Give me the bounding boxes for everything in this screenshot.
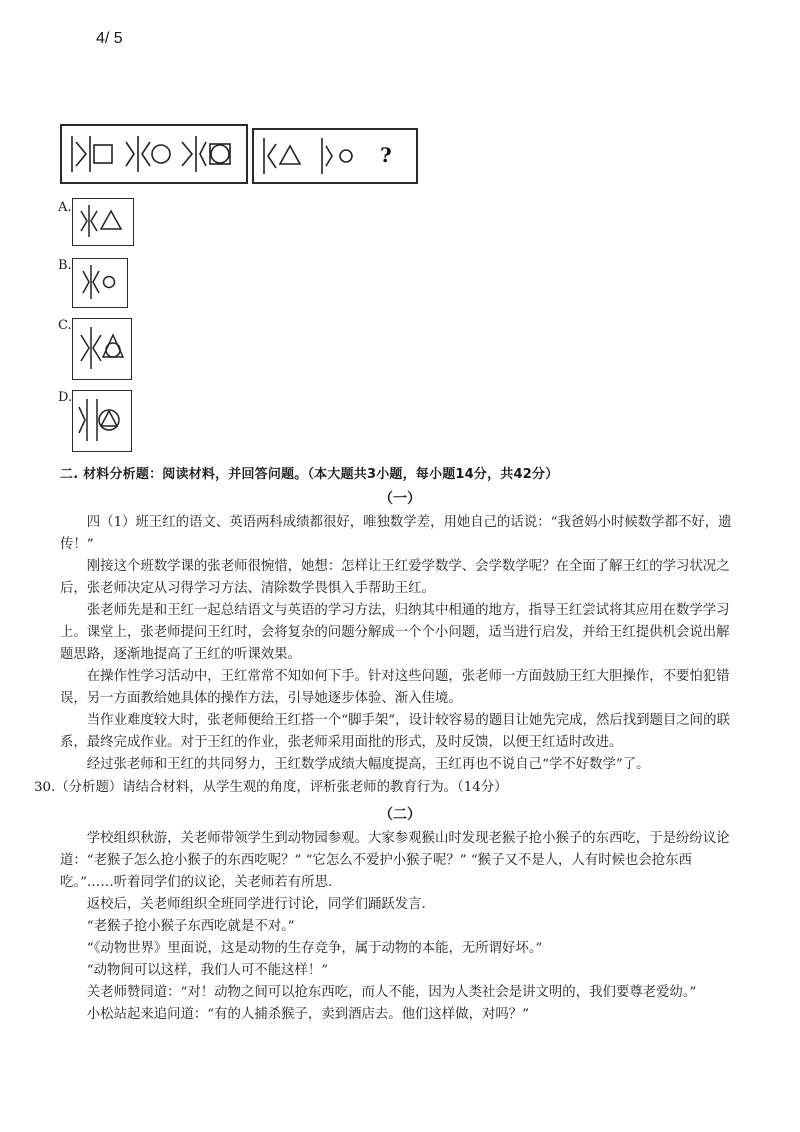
option-c-label: C. bbox=[58, 318, 72, 333]
paragraph: 关老师赞同道：“对！动物之间可以抢东西吃，而人不能，因为人类社会是讲文明的，我们要尊老爱幼。” bbox=[86, 985, 697, 1000]
question-mark: ? bbox=[380, 143, 392, 167]
part1-material bbox=[60, 512, 740, 776]
puzzle-sequence-figures bbox=[62, 126, 246, 182]
paragraph: 刚接这个班数学课的张老师很惋惜，她想：怎样让王红爱学数学、会学数学呢？在全面了解王红的学习状况之后，张老师决定从习得学习方法、清除数学畏惧入手帮助王红。 bbox=[60, 559, 730, 596]
paragraph: 当作业难度较大时，张老师便给王红搭一个“脚手架”，设计较容易的题目让她先完成，然后找到题目之间的联系，最终完成作业。对于王红的作业，张老师采用面批的形式，及时反馈，以便王红适时改进。 bbox=[60, 713, 730, 750]
paragraph: “动物间可以这样，我们人可不能这样！” bbox=[86, 963, 329, 978]
option-c-icon bbox=[73, 319, 129, 377]
paragraph: 小松站起来追问道：“有的人捕杀猴子，卖到酒店去。他们这样做，对吗？” bbox=[86, 1007, 529, 1022]
option-a-icon bbox=[73, 199, 131, 243]
paragraph: 经过张老师和王红的共同努力，王红数学成绩大幅度提高，王红再也不说自己“学不好数学”了。 bbox=[86, 757, 650, 772]
paragraph: “老猴子抢小猴子东西吃就是不对。” bbox=[86, 919, 295, 934]
paragraph: “《动物世界》里面说，这是动物的生存竞争，属于动物的本能，无所谓好坏。” bbox=[86, 941, 543, 956]
question-30: 30.（分析题）请结合材料，从学生观的角度，评析张老师的教育行为。（14分） bbox=[34, 780, 508, 795]
option-b-figure[interactable] bbox=[72, 258, 128, 308]
section-heading: 二. 材料分析题：阅读材料，并回答问题。（本大题共3小题，每小题14分，共42分） bbox=[60, 467, 559, 482]
option-b-icon bbox=[73, 259, 125, 305]
option-d-figure[interactable] bbox=[72, 390, 132, 452]
part1-title: （一） bbox=[379, 491, 421, 507]
option-d-icon bbox=[73, 391, 129, 449]
part2-material bbox=[60, 828, 740, 1026]
part2-title: （二） bbox=[379, 807, 421, 823]
option-d-label: D. bbox=[58, 390, 73, 405]
paragraph: 返校后，关老师组织全班同学进行讨论，同学们踊跃发言. bbox=[86, 897, 426, 912]
option-a-label: A. bbox=[58, 200, 72, 215]
puzzle-target-box bbox=[252, 128, 418, 184]
paragraph: 在操作性学习活动中，王红常常不知如何下手。针对这些问题，张老师一方面鼓励王红大胆操作，不要怕犯错误，另一方面教给她具体的操作方法，引导她逐步体验、渐入佳境。 bbox=[60, 669, 730, 706]
page-number: 4/ 5 bbox=[96, 30, 123, 47]
option-c-figure[interactable] bbox=[72, 318, 132, 380]
paragraph: 学校组织秋游，关老师带领学生到动物园参观。大家参观猴山时发现老猴子抢小猴子的东西吃，于是纷纷议论道：“老猴子怎么抢小猴子的东西吃呢？” “它怎么不爱护小猴子呢？” “猴子又不是人，人有时候也会抢东西吃。”……听着同学们的议论，关老师若有所思. bbox=[60, 831, 730, 890]
option-b-label: B. bbox=[58, 258, 72, 273]
puzzle-target-figures bbox=[254, 130, 416, 182]
paragraph: 张老师先是和王红一起总结语文与英语的学习方法，归纳其中相通的地方，指导王红尝试将其应用在数学学习上。课堂上，张老师提问王红时，会将复杂的问题分解成一个个小问题，适当进行启发，并给王红提供机会说出解题思路，逐渐地提高了王红的听课效果。 bbox=[60, 603, 730, 662]
option-a-figure[interactable] bbox=[72, 198, 134, 246]
paragraph: 四（1）班王红的语文、英语两科成绩都很好，唯独数学差，用她自己的话说：“我爸妈小时候数学都不好，遗传！” bbox=[60, 515, 732, 552]
puzzle-sequence-box bbox=[60, 124, 248, 184]
